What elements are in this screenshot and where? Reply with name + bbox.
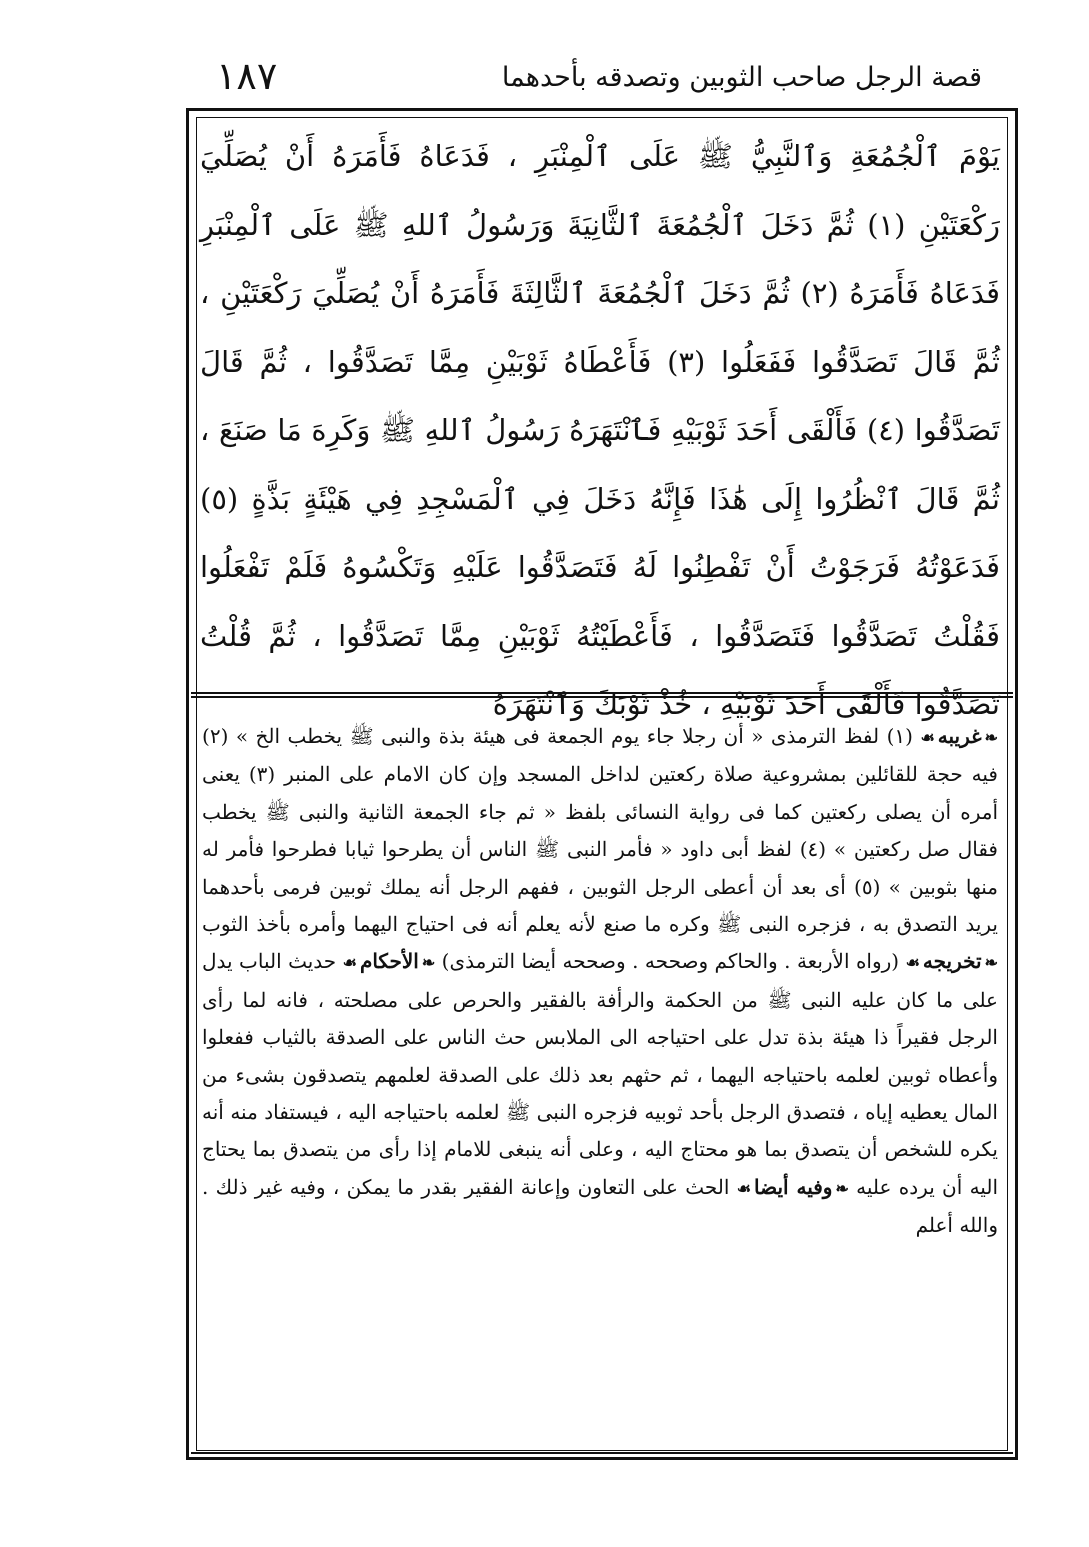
notes-text-ahkam: حديث الباب يدل على ما كان عليه النبى ﷺ من الحكمة والرأفة بالفقير والحرص على مصلحته ، فانه لما رأى الرجل فقيراً ذا هيئة بذة تدل على احتياجه الى الملابس حث الناس على الصدقة بالثياب ففعلوا وأعطاه ثوبين لعلمه باحتياجه اليهما ، ثم حثهم بعد ذلك على الصدقة لعلمهم يتصدقون بشىء من المال يعطيه إياه ، فتصدق الرجل بأحد ثوبيه فزجره النبى ﷺ لعلمه باحتياجه اليه ، فيستفاد منه أنه يكره للشخص أن يتصدق بما هو محتاج اليه ، وعلى أنه ينبغى للامام إذا رأى من يتصدق بما يحتاج اليه أن يرده عليه [202,949,998,1199]
heading-gharib: ❧ غريبه ☙ [920,724,998,748]
notes-paragraph [202,718,998,1245]
notes-text-takhrij: (رواه الأربعة . والحاكم وصححه . وصححه أيضا الترمذى) [441,949,900,974]
section-divider [191,692,1013,698]
bottom-rule [191,1452,1013,1454]
notes-text-fihi: الحث على التعاون وإعانة الفقير بقدر ما يمكن ، وفيه غير ذلك . والله أعلم [202,1174,998,1238]
page-number: ١٨٧ [216,54,278,98]
hadith-paragraph: يَوْمَ ٱلْجُمُعَةِ وَٱلنَّبِيُّ ﷺ عَلَى ٱلْمِنْبَرِ ، فَدَعَاهُ فَأَمَرَهُ أَنْ يُصَلِّيَ رَكْعَتَيْنِ (١) ثُمَّ دَخَلَ ٱلْجُمُعَةَ ٱلثَّانِيَةَ وَرَسُولُ ٱللهِ ﷺ عَلَى ٱلْمِنْبَرِ فَدَعَاهُ فَأَمَرَهُ (٢) ثُمَّ دَخَلَ ٱلْجُمُعَةَ ٱلثَّالِثَةَ فَأَمَرَهُ أَنْ يُصَلِّيَ رَكْعَتَيْنِ ، ثُمَّ قَالَ تَصَدَّقُوا فَفَعَلُوا (٣) فَأَعْطَاهُ ثَوْبَيْنِ مِمَّا تَصَدَّقُوا ، ثُمَّ قَالَ تَصَدَّقُوا (٤) فَأَلْقَى أَحَدَ ثَوْبَيْهِ فَٱنْتَهَرَهُ رَسُولُ ٱللهِ ﷺ وَكَرِهَ مَا صَنَعَ ، ثُمَّ قَالَ ٱنْظُرُوا إِلَى هَٰذَا فَإِنَّهُ دَخَلَ فِي ٱلْمَسْجِدِ فِي هَيْئَةٍ بَذَّةٍ (٥) فَدَعَوْتُهُ فَرَجَوْتُ أَنْ تَفْطِنُوا لَهُ فَتَصَدَّقُوا عَلَيْهِ وَتَكْسُوهُ فَلَمْ تَفْعَلُوا فَقُلْتُ تَصَدَّقُوا فَتَصَدَّقُوا ، فَأَعْطَيْتُهُ ثَوْبَيْنِ مِمَّا تَصَدَّقُوا ، ثُمَّ قُلْتُ تَصَدَّقُوا فَأَلْقَى أَحَدَ ثَوْبَيْهِ ، خُذْ ثَوْبَكَ وَٱنْتَهَرَهُ [200,139,1000,721]
running-title: قصة الرجل صاحب الثوبين وتصدقه بأحدهما [501,62,982,93]
page-header [186,50,1018,106]
heading-fihi-aydan: ❧ وفيه أيضا ☙ [737,1175,849,1199]
hadith-text [200,122,1000,739]
heading-takhrij: ❧ تخريجه ☙ [906,949,998,973]
heading-ahkam: ❧ الأحكام ☙ [343,949,436,973]
commentary-notes [202,718,998,1245]
notes-text-gharib: (١) لفظ الترمذى « أن رجلا جاء يوم الجمعة فى هيئة بذة والنبى ﷺ يخطب الخ » (٢) فيه حجة للقائلين بمشروعية صلاة ركعتين لداخل المسجد وإن كان الامام على المنبر (٣) يعنى أمره أن يصلى ركعتين كما فى رواية النسائى بلفظ « ثم جاء الجمعة الثانية والنبى ﷺ يخطب فقال صل ركعتين » (٤) لفظ أبى داود « فأمر النبى ﷺ الناس أن يطرحوا ثيابا فطرحوا فأمر له منها بثوبين » (٥) أى بعد أن أعطى الرجل الثوبين ، ففهم الرجل أنه يملك ثوبين فرمى بأحدهما يريد التصدق به ، فزجره النبى ﷺ وكره ما صنع لأنه يعلم أنه فى احتياج اليهما وأمره بأخذ الثوب [202,724,998,937]
